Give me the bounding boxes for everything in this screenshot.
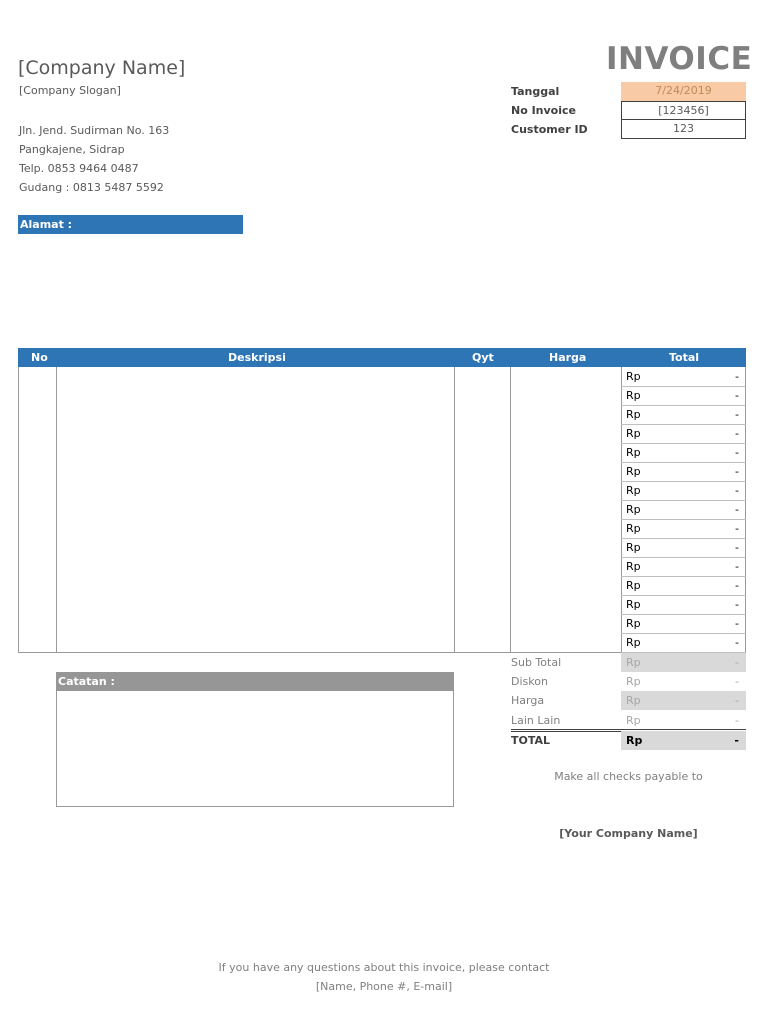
lainlain-amount: - (735, 714, 739, 727)
total-value (621, 731, 746, 750)
header-harga: Harga (549, 351, 587, 364)
header-no: No (31, 351, 48, 364)
table-row (621, 596, 746, 615)
your-company-name: [Your Company Name] (559, 827, 698, 840)
lainlain-value (621, 711, 746, 730)
table-row (621, 463, 746, 482)
company-name: [Company Name] (18, 57, 186, 79)
row-total: - (735, 636, 739, 649)
invoice-number-label: No Invoice (511, 104, 576, 117)
row-total: - (735, 370, 739, 383)
header-total: Total (669, 351, 700, 364)
diskon-label: Diskon (511, 675, 548, 688)
diskon-amount: - (735, 675, 739, 688)
alamat-bar: Alamat : (18, 215, 243, 234)
harga-label: Harga (511, 694, 545, 707)
header-qty: Qyt (472, 351, 494, 364)
address-street: Jln. Jend. Sudirman No. 163 (19, 124, 170, 137)
table-row (621, 482, 746, 501)
row-currency: Rp (626, 560, 641, 573)
harga-value (621, 691, 746, 710)
checks-payable-text: Make all checks payable to (554, 770, 703, 783)
table-row (621, 501, 746, 520)
row-total: - (735, 541, 739, 554)
row-currency: Rp (626, 579, 641, 592)
table-row (621, 425, 746, 444)
customer-id-field[interactable]: 123 (621, 120, 746, 139)
harga-amount: - (735, 694, 739, 707)
invoice-title: INVOICE (606, 41, 753, 77)
row-currency: Rp (626, 503, 641, 516)
row-total: - (735, 579, 739, 592)
harga-currency: Rp (626, 694, 641, 707)
row-total: - (735, 560, 739, 573)
row-currency: Rp (626, 370, 641, 383)
address-warehouse: Gudang : 0813 5487 5592 (19, 181, 164, 194)
date-label: Tanggal (511, 85, 560, 98)
row-total: - (735, 617, 739, 630)
address-phone: Telp. 0853 9464 0487 (19, 162, 139, 175)
table-row (621, 634, 746, 653)
lainlain-label: Lain Lain (511, 714, 561, 727)
subtotal-value (621, 653, 746, 672)
row-currency: Rp (626, 408, 641, 421)
table-row (621, 406, 746, 425)
row-currency: Rp (626, 427, 641, 440)
table-row (621, 368, 746, 387)
row-currency: Rp (626, 389, 641, 402)
table-line (56, 367, 57, 653)
table-line (454, 367, 455, 653)
row-total: - (735, 465, 739, 478)
table-row (621, 558, 746, 577)
table-line (18, 367, 19, 653)
row-total: - (735, 484, 739, 497)
row-currency: Rp (626, 636, 641, 649)
row-currency: Rp (626, 541, 641, 554)
table-header (18, 348, 746, 367)
address-city: Pangkajene, Sidrap (19, 143, 125, 156)
footer-line-1: If you have any questions about this invoice, please contact (218, 961, 550, 974)
company-slogan: [Company Slogan] (19, 84, 121, 97)
table-row (621, 539, 746, 558)
total-label: TOTAL (511, 734, 551, 747)
row-total: - (735, 389, 739, 402)
footer-line-2: [Name, Phone #, E-mail] (315, 980, 453, 993)
lainlain-currency: Rp (626, 714, 641, 727)
subtotal-currency: Rp (626, 656, 641, 669)
row-total: - (735, 503, 739, 516)
row-currency: Rp (626, 522, 641, 535)
table-row (621, 520, 746, 539)
table-line (510, 367, 511, 653)
table-row (621, 615, 746, 634)
header-deskripsi: Deskripsi (228, 351, 286, 364)
row-currency: Rp (626, 617, 641, 630)
diskon-currency: Rp (626, 675, 641, 688)
total-currency: Rp (626, 734, 643, 747)
date-field[interactable]: 7/24/2019 (621, 82, 746, 101)
row-total: - (735, 446, 739, 459)
table-row (621, 387, 746, 406)
catatan-box[interactable] (56, 691, 454, 807)
row-currency: Rp (626, 598, 641, 611)
customer-id-label: Customer ID (511, 123, 588, 136)
table-row (621, 577, 746, 596)
catatan-bar: Catatan : (56, 672, 454, 691)
row-total: - (735, 522, 739, 535)
total-amount: - (734, 734, 739, 747)
invoice-number-field[interactable]: [123456] (621, 101, 746, 120)
diskon-value (621, 672, 746, 691)
row-total: - (735, 427, 739, 440)
subtotal-amount: - (735, 656, 739, 669)
row-total: - (735, 408, 739, 421)
table-row (621, 444, 746, 463)
subtotal-label: Sub Total (511, 656, 562, 669)
row-total: - (735, 598, 739, 611)
table-line (18, 652, 622, 653)
row-currency: Rp (626, 484, 641, 497)
row-currency: Rp (626, 465, 641, 478)
row-currency: Rp (626, 446, 641, 459)
